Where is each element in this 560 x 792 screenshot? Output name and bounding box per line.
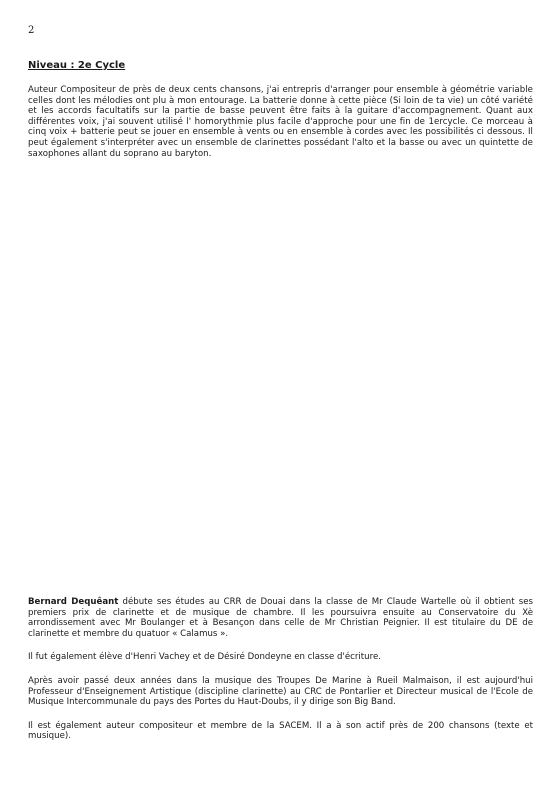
bio-paragraph-1-text: débute ses études au CRR de Douai dans la classe de Mr Claude Wartelle où il obtient ses premiers prix de clarinette et de musique de chambre. Il les poursuivra ensuite au Conservatoire du Xè arrondissement avec Mr Boulanger et à Besançon dans celle de Mr Christian Peignier. Il est titulaire du DE de clarinette et membre du quatuor « Calamus ».	[28, 597, 533, 639]
bio-paragraph-3: Après avoir passé deux années dans la musique des Troupes De Marine à Rueil Malmaison, il est aujourd'hui Professeur d'Enseignement Artistique (discipline clarinette) au CRC de Pontarlier et Directeur musical de l'Ecole de Musique Intercommunale du pays des Portes du Haut-Doubs, il y dirige son Big Band.	[28, 675, 533, 708]
bio-paragraph-2: Il fut également élève d'Henri Vachey et de Désiré Dondeyne en classe d'écriture.	[28, 652, 381, 663]
page-number: 2	[28, 25, 35, 36]
level-heading: Niveau : 2e Cycle	[28, 60, 126, 71]
intro-paragraph: Auteur Compositeur de près de deux cents chansons, j'ai entrepris d'arranger pour ensemble à géométrie variable celles dont les mélodies ont plu à mon entourage. La batterie donne à cette pièce (Si loin de ta vie) un côté variété et les accords facultatifs sur la partie de basse peuvent être faits à la guitare d'accompagnement. Quant aux différentes voix, j'ai souvent utilisé l' homorythmie plus facile d'approche pour une fin de 1ercycle. Ce morceau à cinq voix + batterie peut se jouer en ensemble à vents ou en ensemble à cordes avec les possibilités ci dessous. Il peut également s'interpréter avec un ensemble de clarinettes possédant l'alto et la basse ou avec un quintette de saxophones allant du soprano au baryton.	[28, 85, 533, 159]
biography-section	[28, 597, 533, 755]
bio-paragraph-1	[28, 597, 533, 639]
bio-paragraph-4: Il est également auteur compositeur et membre de la SACEM. Il a à son actif près de 200 chansons (texte et musique).	[28, 720, 533, 742]
composer-name: Bernard Dequêant	[28, 597, 119, 607]
